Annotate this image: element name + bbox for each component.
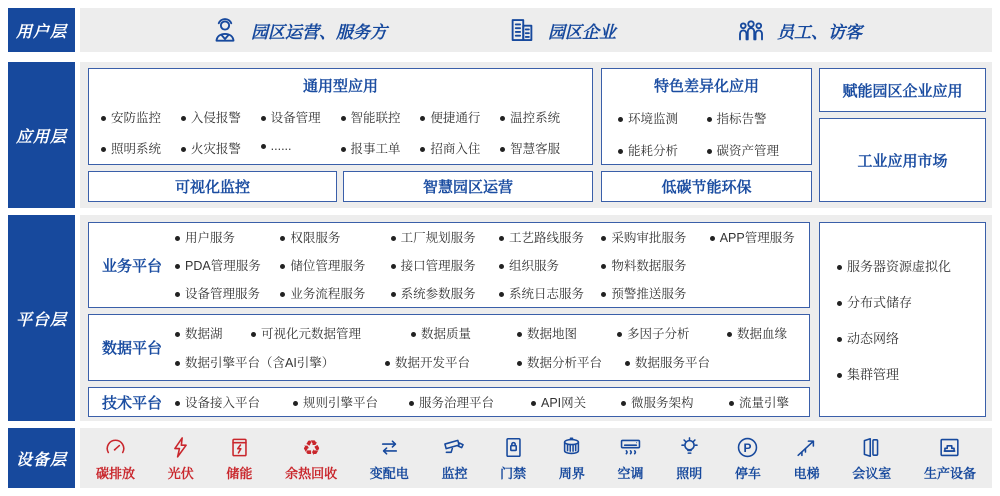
low-carbon-banner: 低碳节能环保 xyxy=(601,171,812,202)
device-item xyxy=(794,434,820,482)
user-type-label: 园区运营、服务方 xyxy=(251,22,387,42)
enterprise-building-icon xyxy=(507,15,537,45)
bullet-item: 用户服务 xyxy=(175,228,280,246)
bullet-item: 设备管理服务 xyxy=(175,284,280,302)
bullet-item: 工厂规划服务 xyxy=(391,228,499,246)
device-label: 光伏 xyxy=(167,466,194,481)
bullet-item: 环境监测 xyxy=(618,109,707,127)
business-platform-title: 业务平台 xyxy=(101,257,162,275)
bullet-item: 招商入住 xyxy=(420,139,500,157)
bullet-item: 数据开发平台 xyxy=(385,353,517,371)
general-apps-box xyxy=(88,68,593,165)
special-apps-list xyxy=(602,109,811,159)
bullet-item: 设备管理 xyxy=(261,108,341,126)
device-item xyxy=(735,434,761,482)
svg-text:♻: ♻ xyxy=(301,435,321,460)
app-layer-row xyxy=(0,62,1000,208)
device-label: 监控 xyxy=(441,466,468,481)
bullet-item: 采购审批服务 xyxy=(601,228,709,246)
device-label: 变配电 xyxy=(369,466,409,481)
escalator-icon xyxy=(794,435,819,460)
industrial-app-market-box: 工业应用市场 xyxy=(819,118,986,202)
user-type-item xyxy=(210,15,387,45)
bullet-item: 指标告警 xyxy=(707,109,796,127)
battery-icon xyxy=(227,435,252,460)
air-conditioner-icon xyxy=(618,435,643,460)
bullet-item: 微服务架构 xyxy=(621,393,729,411)
user-type-label: 园区企业 xyxy=(548,22,616,42)
device-item xyxy=(96,434,135,482)
app-layer-band xyxy=(80,62,992,208)
bullet-item: 数据血缘 xyxy=(727,324,809,342)
bullet-item: 碳资产管理 xyxy=(707,141,796,159)
bullet-item: APP管理服务 xyxy=(710,228,805,246)
device-label: 周界 xyxy=(558,466,585,481)
device-layer-row xyxy=(0,428,1000,488)
bullet-item: 权限服务 xyxy=(280,228,390,246)
device-label: 停车 xyxy=(734,466,761,481)
user-type-item xyxy=(736,15,862,45)
device-label: 门禁 xyxy=(500,466,527,481)
device-item xyxy=(924,434,976,482)
device-label: 照明 xyxy=(676,466,703,481)
svg-text:P: P xyxy=(743,440,752,455)
machine-icon xyxy=(937,435,962,460)
device-layer-band xyxy=(80,428,992,488)
spacer xyxy=(710,256,805,274)
user-type-label: 员工、访客 xyxy=(777,22,862,42)
infrastructure-box xyxy=(819,222,986,417)
power-arrows-icon xyxy=(377,435,402,460)
bullet-item: 便捷通行 xyxy=(420,108,500,126)
bullet-item: 智慧客服 xyxy=(500,139,580,157)
bullet-item: 物料数据服务 xyxy=(601,256,709,274)
smart-park-operation-banner: 智慧园区运营 xyxy=(343,171,593,202)
user-layer-label: 用户层 xyxy=(8,8,75,52)
data-platform-title: 数据平台 xyxy=(101,340,162,357)
cctv-icon xyxy=(442,435,467,460)
special-apps-title: 特色差异化应用 xyxy=(653,78,759,95)
bullet-item: 安防监控 xyxy=(101,108,181,126)
bullet-item: 智能联控 xyxy=(341,108,421,126)
light-bulb-icon xyxy=(677,435,702,460)
data-platform-box xyxy=(88,314,810,381)
general-apps-title: 通用型应用 xyxy=(302,78,378,95)
bullet-item: 入侵报警 xyxy=(181,108,261,126)
device-item xyxy=(168,434,194,482)
device-label: 空调 xyxy=(617,466,644,481)
meeting-room-icon xyxy=(859,435,884,460)
spacer xyxy=(710,284,805,302)
device-item xyxy=(618,434,644,482)
device-label: 生产设备 xyxy=(923,466,976,481)
door-access-icon xyxy=(501,435,526,460)
business-platform-box xyxy=(88,222,810,308)
bullet-item: 报事工单 xyxy=(341,139,421,157)
bullet-item: 预警推送服务 xyxy=(601,284,709,302)
device-label: 储能 xyxy=(226,466,253,481)
bullet-item: ...... xyxy=(261,139,341,157)
device-item xyxy=(226,434,252,482)
bullet-item: 系统参数服务 xyxy=(391,284,499,302)
user-type-item xyxy=(507,15,616,45)
device-label: 会议室 xyxy=(852,466,892,481)
device-label: 碳排放 xyxy=(96,466,136,481)
operator-icon xyxy=(210,15,240,45)
perimeter-icon xyxy=(559,435,584,460)
bullet-item: 系统日志服务 xyxy=(499,284,601,302)
gauge-icon xyxy=(103,435,128,460)
bullet-item: 组织服务 xyxy=(499,256,601,274)
data-platform-row-1 xyxy=(175,324,809,342)
bullet-item: 流量引擎 xyxy=(729,393,809,411)
lightning-icon xyxy=(168,435,193,460)
device-item xyxy=(852,434,891,482)
user-layer-band xyxy=(80,8,992,52)
bullet-item: 集群管理 xyxy=(837,364,985,383)
device-item xyxy=(370,434,409,482)
data-platform-rows xyxy=(175,324,809,371)
bullet-item: 动态网络 xyxy=(837,328,985,347)
bullet-item: PDA管理服务 xyxy=(175,256,280,274)
bullet-item: 规则引擎平台 xyxy=(293,393,409,411)
bullet-item: 数据引擎平台（含AI引擎） xyxy=(175,353,385,371)
enterprise-enablement-box: 赋能园区企业应用 xyxy=(819,68,986,112)
device-item xyxy=(285,434,337,482)
device-label: 电梯 xyxy=(793,466,820,481)
user-layer-row xyxy=(0,8,1000,52)
special-apps-box xyxy=(601,68,812,165)
device-layer-label: 设备层 xyxy=(8,428,75,488)
platform-layer-row xyxy=(0,215,1000,421)
bullet-item: 服务治理平台 xyxy=(409,393,531,411)
bullet-item: 储位管理服务 xyxy=(280,256,390,274)
bullet-item: 工艺路线服务 xyxy=(499,228,601,246)
business-platform-list xyxy=(175,228,809,302)
bullet-item: 火灾报警 xyxy=(181,139,261,157)
device-item xyxy=(500,434,526,482)
bullet-item: API网关 xyxy=(531,393,621,411)
tech-platform-title: 技术平台 xyxy=(101,394,162,412)
bullet-item: 能耗分析 xyxy=(618,141,707,159)
bullet-item: 业务流程服务 xyxy=(280,284,390,302)
device-item xyxy=(559,434,585,482)
general-apps-list xyxy=(89,108,592,157)
visual-monitoring-banner: 可视化监控 xyxy=(88,171,337,202)
bullet-item: 设备接入平台 xyxy=(175,393,293,411)
recycle-icon xyxy=(299,435,324,460)
bullet-item: 服务器资源虚拟化 xyxy=(837,256,985,275)
device-label: 余热回收 xyxy=(285,466,338,481)
bullet-item: 照明系统 xyxy=(101,139,181,157)
visitors-icon xyxy=(736,15,766,45)
bullet-item: 数据服务平台 xyxy=(625,353,809,371)
bullet-item: 分布式储存 xyxy=(837,292,985,311)
device-item xyxy=(676,434,702,482)
parking-icon xyxy=(735,435,760,460)
data-platform-row-2 xyxy=(175,353,809,371)
bullet-item: 接口管理服务 xyxy=(391,256,499,274)
bullet-item: 多因子分析 xyxy=(617,324,727,342)
platform-layer-band xyxy=(80,215,992,421)
bullet-item: 温控系统 xyxy=(500,108,580,126)
app-layer-label: 应用层 xyxy=(8,62,75,208)
bullet-item: 数据地图 xyxy=(517,324,617,342)
bullet-item: 数据质量 xyxy=(411,324,517,342)
platform-layer-label: 平台层 xyxy=(8,215,75,421)
tech-platform-list xyxy=(175,393,809,411)
device-item xyxy=(441,434,467,482)
bullet-item: 数据湖 xyxy=(175,324,251,342)
bullet-item: 可视化元数据管理 xyxy=(251,324,411,342)
bullet-item: 数据分析平台 xyxy=(517,353,625,371)
tech-platform-box xyxy=(88,387,810,417)
